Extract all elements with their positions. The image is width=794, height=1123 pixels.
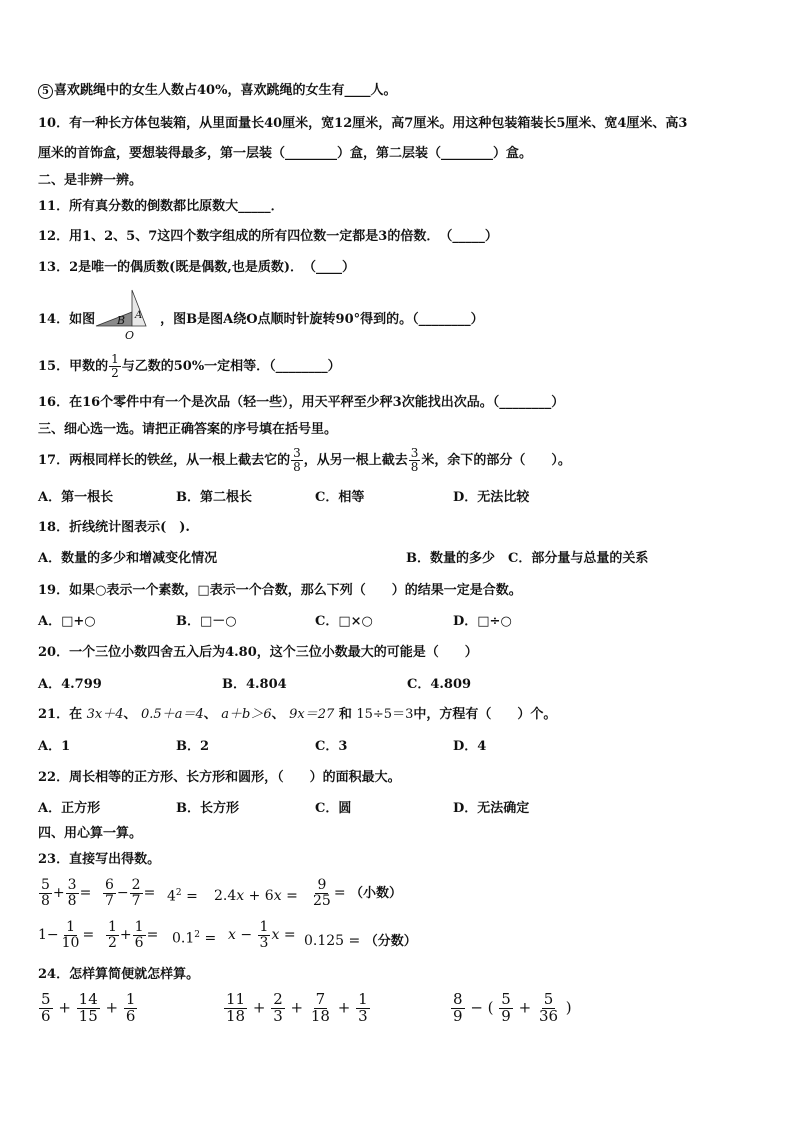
question-14-prefix: 14．如图 [38,312,96,327]
calc-9-25-decimal: $\frac{9}{25}$ = （小数） [313,877,403,909]
calc-5-8-plus-3-8: $\frac{5}{8}$ + $\frac{3}{8}$ = [41,877,92,909]
q22-option-c: C．圆 [315,801,352,816]
calc-1-minus-1-10: 1− $\frac{1}{10}$ = [38,919,95,951]
calc-24-2: $\frac{11}{18}$ + $\frac{2}{3}$ + $\frac{7}{18}$ + $\frac{1}{3}$ [226,990,368,1025]
calc-2-4x-plus-6x: 2.4x + 6x = [214,888,298,904]
section-2-heading: 二、是非辨一辨。 [38,173,143,188]
question-15-suffix: 与乙数的50%一定相等．（________） [121,359,341,374]
calc-24-3: $\frac{8}{9}$ − ( $\frac{5}{9}$ + $\frac{5}{36}$ ) [453,990,572,1025]
q17-option-d: D．无法比较 [453,490,530,505]
circled-number: 5 [38,84,53,99]
calc-0-1-squared: $0.1^2$ = [172,930,217,947]
q18-option-bc: B．数量的多少 C．部分量与总量的关系 [406,551,649,566]
label-a: A [135,310,143,321]
question-22: 22．周长相等的正方形、长方形和圆形，（ ）的面积最大。 [38,770,401,785]
question-16: 16．在16个零件中有一个是次品（轻一些），用天平秤至少秤3次能找出次品。（________） [38,395,565,410]
triangle-b [96,312,132,326]
calc-4-squared: $4^2$ = [167,888,198,905]
q18-option-a: A．数量的多少和增减变化情况 [38,551,218,566]
question-11: 11．所有真分数的倒数都比原数大_____． [38,199,284,214]
q22-option-a: A．正方形 [38,801,101,816]
question-21: 21．在 3x＋4、 0.5＋a＝4、 a＋b＞6、 9x＝27 和 15÷5＝3中，方程有（ ）个。 [38,707,557,722]
q21-option-b: B．2 [176,739,210,754]
q22-option-b: B．长方形 [176,801,239,816]
label-o: O [125,329,135,342]
calc-24-1: $\frac{5}{6}$ + $\frac{14}{15}$ + $\frac{1}{6}$ [41,990,136,1025]
question-17: 17．两根同样长的铁丝，从一根上截去它的 $\frac{3}{8}$ ，从另一根上截去 $\frac{3}{8}$ 米，余下的部分（ ）。 [38,446,571,474]
calc-6-7-minus-2-7: $\frac{6}{7}$ − $\frac{2}{7}$ = [105,877,156,909]
question-23-title: 23．直接写出得数。 [38,852,161,867]
q20-option-b: B．4.804 [222,677,287,692]
q17-option-b: B．第二根长 [176,490,252,505]
q21-option-c: C．3 [315,739,348,754]
question-14-suffix: ，图B是图A绕O点顺时针旋转90°得到的。（________） [160,312,484,327]
q20-option-a: A．4.799 [38,677,102,692]
fraction-one-half: $\frac{1}{2}$ [111,352,119,380]
expr-3: a＋b＞6 [221,707,272,722]
question-9-text: 喜欢跳绳中的女生人数占40%，喜欢跳绳的女生有____人。 [54,83,397,98]
question-10-line-2: 厘米的首饰盒，要想装得最多，第一层装（________）盒，第二层装（________）盒。 [38,146,533,161]
q17-option-c: C．相等 [315,490,365,505]
question-9 [38,82,396,100]
q19-option-c: C．□×○ [315,614,373,629]
question-24-title: 24．怎样算简便就怎样算。 [38,967,200,982]
rotation-figure [94,288,152,342]
q17-option-a: A．第一根长 [38,490,114,505]
expr-4: 9x＝27 [289,707,335,722]
expr-5: 15÷5＝3 [356,707,414,722]
question-13: 13．2是唯一的偶质数(既是偶数,也是质数)． （____） [38,260,355,275]
q21-option-d: D．4 [453,739,487,754]
q22-option-d: D．无法确定 [453,801,530,816]
expr-1: 3x＋4 [86,707,124,722]
fraction-three-eighths-2: $\frac{3}{8}$ [410,446,419,474]
section-4-heading: 四、用心算一算。 [38,826,143,841]
q20-option-c: C．4.809 [407,677,472,692]
q19-option-b: B．□－○ [176,614,237,629]
section-3-heading: 三、细心选一选。请把正确答案的序号填在括号里。 [38,422,338,437]
q21-option-a: A．1 [38,739,71,754]
q19-option-a: A．□+○ [38,614,96,629]
question-20: 20．一个三位小数四舍五入后为4.80，这个三位小数最大的可能是（ ） [38,645,478,660]
expr-2: 0.5＋a＝4 [141,707,204,722]
calc-1-2-plus-1-6: $\frac{1}{2}$ + $\frac{1}{6}$ = [108,919,159,951]
question-18: 18．折线统计图表示( ). [38,520,190,535]
label-b: B [117,314,126,327]
question-19: 19．如果○表示一个素数，□表示一个合数，那么下列（ ）的结果一定是合数。 [38,583,522,598]
calc-0-125-fraction: 0.125 = （分数） [304,933,417,949]
question-15 [38,350,341,384]
question-12: 12．用1、2、5、7这四个数字组成的所有四位数一定都是3的倍数． （_____） [38,229,498,244]
question-15-prefix: 15．甲数的 [38,359,109,374]
calc-x-minus-1-3-x: x − $\frac{1}{3}$ x = [228,919,296,951]
question-10-line-1: 10．有一种长方体包装箱，从里面量长40厘米，宽12厘米，高7厘米。用这种包装箱装长5厘米、宽4厘米、高3 [38,116,688,131]
q19-option-d: D．□÷○ [453,614,512,629]
fraction-three-eighths: $\frac{3}{8}$ [293,446,301,474]
